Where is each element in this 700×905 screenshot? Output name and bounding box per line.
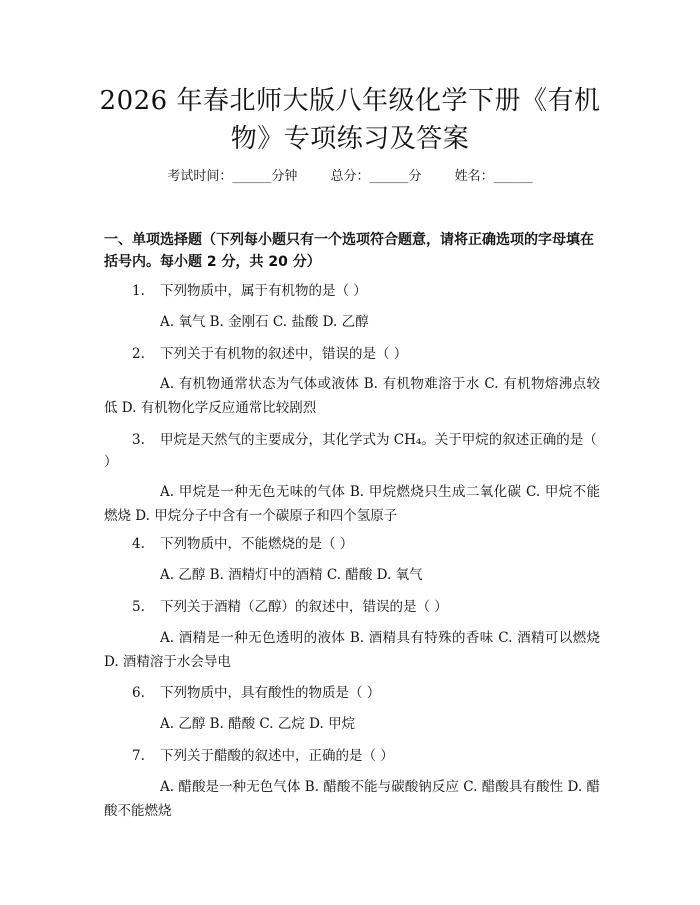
question-text: 下列关于酒精（乙醇）的叙述中，错误的是（ ） bbox=[160, 599, 448, 615]
question-4-options: A. 乙醇 B. 酒精灯中的酒精 C. 醋酸 D. 氧气 bbox=[160, 567, 423, 583]
question-text: 下列物质中，属于有机物的是（ ） bbox=[160, 283, 367, 299]
question-4 bbox=[104, 533, 600, 555]
question-1 bbox=[104, 280, 600, 302]
name-blank: ______ bbox=[493, 169, 533, 184]
time-blank: ______ bbox=[232, 169, 272, 184]
question-number: 4. bbox=[132, 536, 145, 552]
score-blank: ______ bbox=[369, 169, 409, 184]
question-6 bbox=[104, 682, 600, 704]
score-unit: 分 bbox=[408, 169, 422, 184]
question-text: 下列物质中，不能燃烧的是（ ） bbox=[160, 536, 354, 552]
time-label: 考试时间： bbox=[167, 169, 233, 184]
question-5 bbox=[104, 596, 600, 618]
exam-info-line bbox=[0, 167, 700, 187]
question-text: 甲烷是天然气的主要成分，其化学式为 CH₄。关于甲烷的叙述正确的是（ ） bbox=[104, 432, 597, 470]
name-label: 姓名： bbox=[454, 169, 494, 184]
question-7-options: A. 醋酸是一种无色气体 B. 醋酸不能与碳酸钠反应 C. 醋酸具有酸性 D. 醋酸不能燃烧 bbox=[104, 779, 600, 819]
question-2-options: A. 有机物通常状态为气体或液体 B. 有机物难溶于水 C. 有机物熔沸点较低 D. 有机物化学反应通常比较剧烈 bbox=[104, 376, 600, 416]
question-number: 5. bbox=[132, 599, 145, 615]
question-3 bbox=[104, 429, 600, 473]
page-title: 2026 年春北师大版八年级化学下册《有机物》专项练习及答案 bbox=[99, 86, 601, 154]
question-6-options: A. 乙醇 B. 醋酸 C. 乙烷 D. 甲烷 bbox=[160, 716, 356, 732]
question-2 bbox=[104, 343, 600, 365]
question-text: 下列物质中，具有酸性的物质是（ ） bbox=[160, 685, 381, 701]
question-3-options: A. 甲烷是一种无色无味的气体 B. 甲烷燃烧只生成二氧化碳 C. 甲烷不能燃烧 D. 甲烷分子中含有一个碳原子和四个氢原子 bbox=[104, 484, 600, 524]
question-number: 2. bbox=[132, 346, 145, 362]
question-7 bbox=[104, 745, 600, 767]
question-1-options: A. 氧气 B. 金刚石 C. 盐酸 D. 乙醇 bbox=[160, 314, 369, 330]
question-text: 下列关于有机物的叙述中，错误的是（ ） bbox=[160, 346, 408, 362]
question-number: 3. bbox=[132, 432, 145, 448]
section-heading: 一、单项选择题（下列每小题只有一个选项符合题意，请将正确选项的字母填在括号内。每小题 2 分，共 20 分） bbox=[104, 232, 594, 270]
question-number: 7. bbox=[132, 748, 145, 764]
score-label: 总分： bbox=[330, 169, 370, 184]
question-5-options: A. 酒精是一种无色透明的液体 B. 酒精具有特殊的香味 C. 酒精可以燃烧 D. 酒精溶于水会导电 bbox=[104, 630, 600, 670]
question-text: 下列关于醋酸的叙述中，正确的是（ ） bbox=[160, 748, 394, 764]
time-unit: 分钟 bbox=[271, 169, 298, 184]
question-number: 1. bbox=[132, 283, 145, 299]
question-number: 6. bbox=[132, 685, 145, 701]
